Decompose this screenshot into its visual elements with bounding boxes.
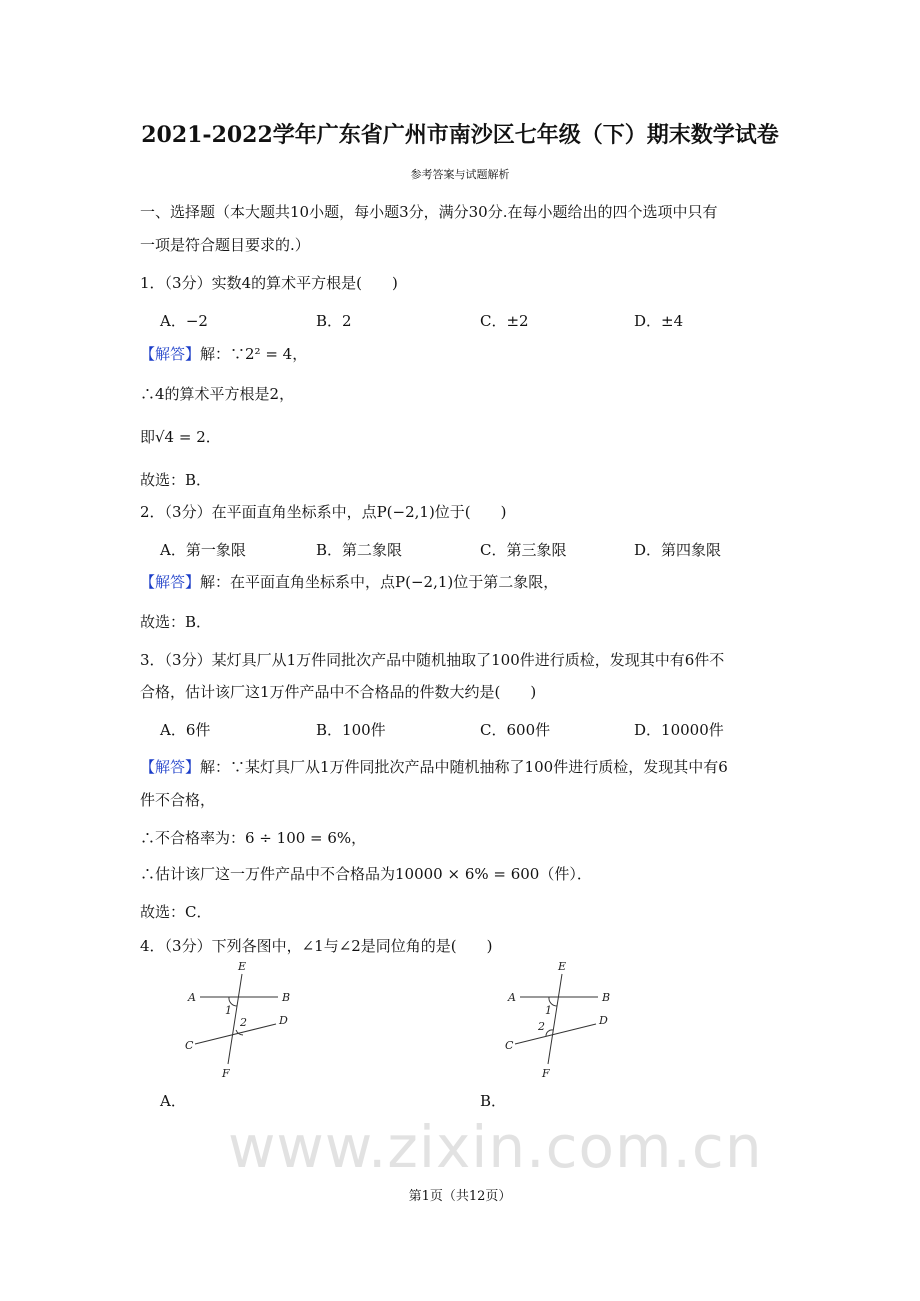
q1-solution-4: 故选：B． xyxy=(140,471,212,489)
answer-tag: 【解答】 xyxy=(140,573,201,591)
q1-stem: 1．（3分）实数4的算术平方根是( ) xyxy=(140,274,398,292)
figure-b xyxy=(500,960,630,1080)
q2-option-b: B．第二象限 xyxy=(316,541,403,559)
label-d: D xyxy=(279,1014,288,1027)
q1-sol-text: 解：∵2² = 4， xyxy=(200,345,308,363)
q2-solution-1 xyxy=(140,572,558,592)
watermark: www.zixin.com.cn xyxy=(228,1113,763,1181)
label-c: C xyxy=(505,1039,514,1052)
q3-solution-5: 故选：C． xyxy=(140,903,212,921)
q3-stem-2: 合格，估计该厂这1万件产品中不合格品的件数大约是( ) xyxy=(140,683,537,701)
q3-option-c: C．600件 xyxy=(480,721,551,739)
q4-stem: 4．（3分）下列各图中，∠1与∠2是同位角的是( ) xyxy=(140,937,493,955)
q1-option-b: B．2 xyxy=(316,312,352,330)
q3-solution-2: 件不合格， xyxy=(140,791,216,809)
label-e: E xyxy=(558,960,567,973)
label-f: F xyxy=(222,1067,230,1080)
q2-stem: 2．（3分）在平面直角坐标系中，点P(−2,1)位于( ) xyxy=(140,503,507,521)
q1-option-c: C．±2 xyxy=(480,312,529,330)
q2-sol-text: 解：在平面直角坐标系中，点P(−2,1)位于第二象限， xyxy=(200,573,559,591)
label-d: D xyxy=(599,1014,608,1027)
label-e: E xyxy=(238,960,247,973)
q3-option-d: D．10000件 xyxy=(634,721,724,739)
label-b: B xyxy=(602,991,611,1004)
answer-tag: 【解答】 xyxy=(140,758,201,776)
label-2: 2 xyxy=(538,1020,545,1033)
q1-option-d: D．±4 xyxy=(634,312,684,330)
label-b: B xyxy=(282,991,291,1004)
label-c: C xyxy=(185,1039,194,1052)
answer-tag: 【解答】 xyxy=(140,345,201,363)
page-subtitle: 参考答案与试题解析 xyxy=(410,168,510,181)
q1-solution-2: ∴4的算术平方根是2， xyxy=(140,385,295,403)
section-heading-cont: 一项是符合题目要求的.） xyxy=(140,236,310,254)
q2-solution-2: 故选：B． xyxy=(140,613,212,631)
label-2: 2 xyxy=(240,1016,247,1029)
q3-solution-4: ∴估计该厂这一万件产品中不合格品为10000 × 6% = 600（件）． xyxy=(140,865,592,883)
q3-stem-1: 3．（3分）某灯具厂从1万件同批次产品中随机抽取了100件进行质检，发现其中有6件不 xyxy=(140,651,725,669)
q3-solution-1 xyxy=(140,757,728,777)
q4-option-b: B． xyxy=(480,1092,507,1110)
section-heading: 一、选择题（本大题共10小题，每小题3分，满分30分.在每小题给出的四个选项中只有 xyxy=(140,203,718,221)
q1-solution-1 xyxy=(140,344,307,364)
q3-sol-text: 解：∵某灯具厂从1万件同批次产品中随机抽称了100件进行质检，发现其中有6 xyxy=(200,758,728,776)
figure-a xyxy=(180,960,310,1080)
page-footer: 第1页（共12页） xyxy=(408,1189,512,1204)
q1-solution-3: 即√4 = 2． xyxy=(140,428,221,446)
q3-option-a: A．6件 xyxy=(160,721,211,739)
q3-option-b: B．100件 xyxy=(316,721,386,739)
q2-option-c: C．第三象限 xyxy=(480,541,567,559)
q2-option-a: A．第一象限 xyxy=(160,541,246,559)
page-title: 2021-2022学年广东省广州市南沙区七年级（下）期末数学试卷 xyxy=(141,122,779,148)
label-a: A xyxy=(188,991,196,1004)
q3-solution-3: ∴不合格率为：6 ÷ 100 = 6%， xyxy=(140,829,367,847)
label-a: A xyxy=(508,991,516,1004)
q4-option-a: A． xyxy=(160,1092,186,1110)
q1-option-a: A．−2 xyxy=(160,312,208,330)
label-f: F xyxy=(542,1067,550,1080)
label-1: 1 xyxy=(545,1004,552,1017)
q2-option-d: D．第四象限 xyxy=(634,541,722,559)
label-1: 1 xyxy=(225,1004,232,1017)
